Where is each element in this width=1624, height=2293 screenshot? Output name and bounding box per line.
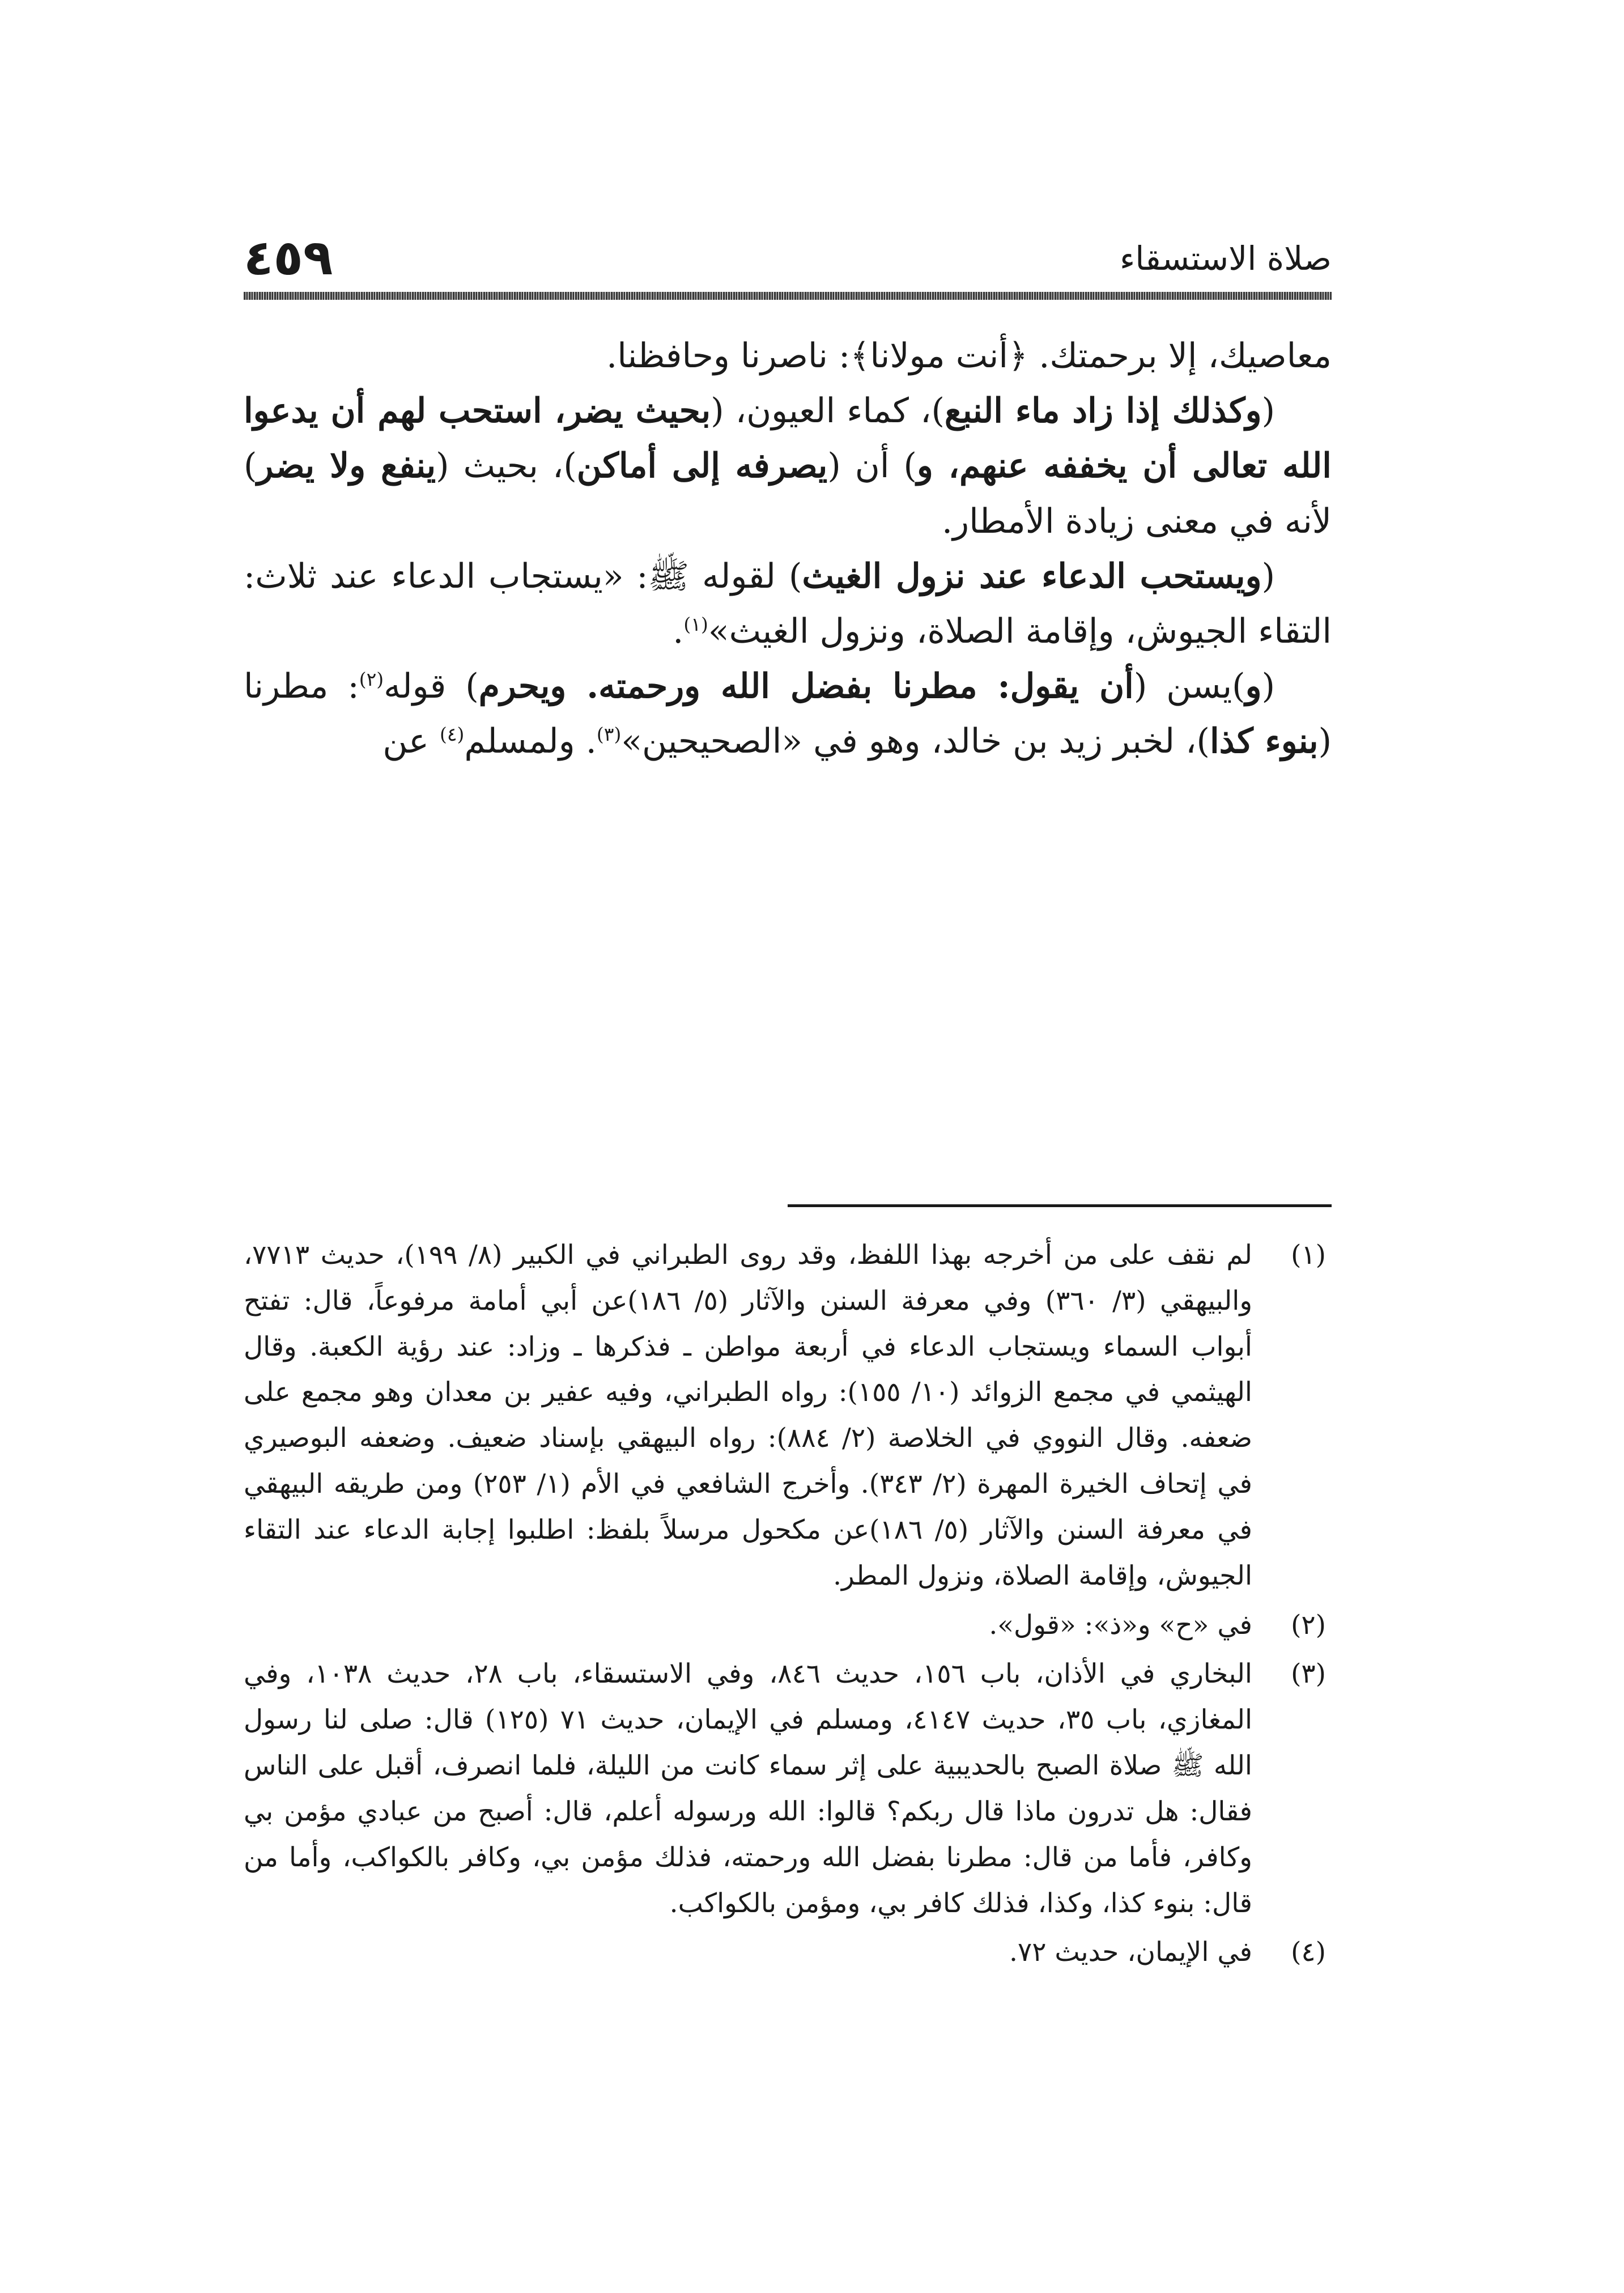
page-header — [244, 215, 1332, 300]
book-page — [244, 215, 1332, 2233]
footnote-number: (٤) — [1291, 1937, 1326, 1968]
paragraph-2-text: ) لأنه في معنى زيادة الأمطار. — [244, 446, 1332, 541]
footnote-text: البخاري في الأذان، باب ١٥٦، حديث ٨٤٦، وفي الاستسقاء، باب ٢٨، حديث ١٠٣٨، وفي المغازي، باب ٣٥، حديث ٤١٤٧، ومسلم في الإيمان، حديث ٧١ (١٢٥) قال: صلى لنا رسول الله ﷺ صلاة الصبح بالحديبية على إثر سماء كانت من الليلة، فلما انصرف، أقبل على الناس فقال: هل تدرون ماذا قال ربكم؟ قالوا: الله ورسوله أعلم، قال: أصبح من عبادي مؤمن بي وكافر، فأما من قال: مطرنا بفضل الله ورحمته، فذلك مؤمن بي، وكافر بالكواكب، وأما من قال: بنوء كذا، وكذا، فذلك كافر بي، ومؤمن بالكواكب. — [244, 1658, 1252, 1919]
footnote-ref[interactable]: (١) — [683, 613, 708, 635]
running-title: صلاة الاستسقاء — [1120, 239, 1332, 278]
header-rule — [244, 292, 1332, 300]
matn-text: بحيث يضر، استحب لهم أن يدعوا الله تعالى أن يخففه عنهم، و — [244, 391, 1332, 486]
footnote-ref[interactable]: (٣) — [596, 723, 622, 746]
paragraph-2-text: )، كماء العيون، ( — [711, 391, 945, 431]
footnote-ref[interactable]: (٢) — [359, 668, 384, 691]
paragraph-4-text: ) قوله — [384, 666, 479, 707]
paragraph-2-text: )، بحيث ( — [436, 446, 577, 486]
matn-text: أن يقول: مطرنا بفضل الله ورحمته. ويحرم — [478, 666, 1134, 707]
main-text — [244, 329, 1332, 770]
paragraph-4-text: عن — [382, 721, 440, 762]
paragraph-4 — [244, 659, 1332, 769]
matn-text: وكذلك إذا زاد ماء النبع — [944, 391, 1262, 431]
paragraph-4-text: : مطرنا ( — [244, 666, 1332, 762]
paragraph-2-text: ( — [1261, 391, 1275, 431]
footnote-4 — [244, 1930, 1332, 1976]
footnote-number: (٢) — [1291, 1609, 1326, 1641]
footnote-1 — [244, 1233, 1332, 1599]
footnote-ref[interactable]: (٤) — [439, 723, 465, 746]
footnote-text: في «ح» و«ذ»: «قول». — [989, 1609, 1252, 1641]
footnote-3 — [244, 1651, 1332, 1926]
paragraph-4-text: . ولمسلم — [464, 721, 597, 762]
footnote-2 — [244, 1603, 1332, 1649]
paragraph-4-text: )يسن ( — [1133, 666, 1245, 707]
paragraph-3-text: . — [673, 611, 684, 651]
matn-text: و — [1245, 666, 1262, 707]
matn-text: ويستحب الدعاء عند نزول الغيث — [802, 556, 1262, 596]
matn-text: بنوء كذا — [1209, 721, 1319, 762]
paragraph-2-text: ) أن ( — [827, 446, 917, 486]
paragraph-3-text: ( — [1261, 556, 1275, 596]
footnote-separator — [788, 1204, 1332, 1207]
footnote-text: في الإيمان، حديث ٧٢. — [1009, 1937, 1252, 1968]
footnote-number: (٣) — [1291, 1658, 1326, 1690]
paragraph-1: معاصيك، إلا برحمتك. ﴿أنت مولانا﴾: ناصرنا وحافظنا. — [606, 336, 1332, 376]
paragraph-4-text: ( — [1261, 666, 1275, 707]
paragraph-3-text: ) لقوله ﷺ: «يستجاب الدعاء عند ثلاث: التقاء الجيوش، وإقامة الصلاة، ونزول الغيث» — [244, 556, 1332, 651]
matn-text: يصرفه إلى أماكن — [576, 446, 828, 486]
footnotes — [244, 1233, 1332, 1979]
page-number: ٤٥٩ — [244, 230, 333, 286]
footnote-text: لم نقف على من أخرجه بهذا اللفظ، وقد روى الطبراني في الكبير (٨/ ١٩٩)، حديث ٧٧١٣، والبيهقي (٣/ ٣٦٠) وفي معرفة السنن والآثار (٥/ ١٨٦)عن أبي أمامة مرفوعاً، قال: تفتح أبواب السماء ويستجاب الدعاء في أربعة مواطن ـ فذكرها ـ وزاد: عند رؤية الكعبة. وقال الهيثمي في مجمع الزوائد (١٠/ ١٥٥): رواه الطبراني، وفيه عفير بن معدان وهو مجمع على ضعفه. وقال النووي في الخلاصة (٢/ ٨٨٤): رواه البيهقي بإسناد ضعيف. وضعفه البوصيري في إتحاف الخيرة المهرة (٢/ ٣٤٣). وأخرج الشافعي في الأم (١/ ٢٥٣) ومن طريقه البيهقي في معرفة السنن والآثار (٥/ ١٨٦)عن مكحول مرسلاً بلفظ: اطلبوا إجابة الدعاء عند التقاء الجيوش، وإقامة الصلاة، ونزول المطر. — [244, 1239, 1253, 1591]
paragraph-2 — [244, 384, 1332, 549]
paragraph-4-text: )، لخبر زيد بن خالد، وهو في «الصحيحين» — [621, 721, 1210, 762]
footnote-number: (١) — [1291, 1239, 1326, 1271]
matn-text: ينفع ولا يضر — [257, 446, 436, 486]
paragraph-3 — [244, 549, 1332, 659]
